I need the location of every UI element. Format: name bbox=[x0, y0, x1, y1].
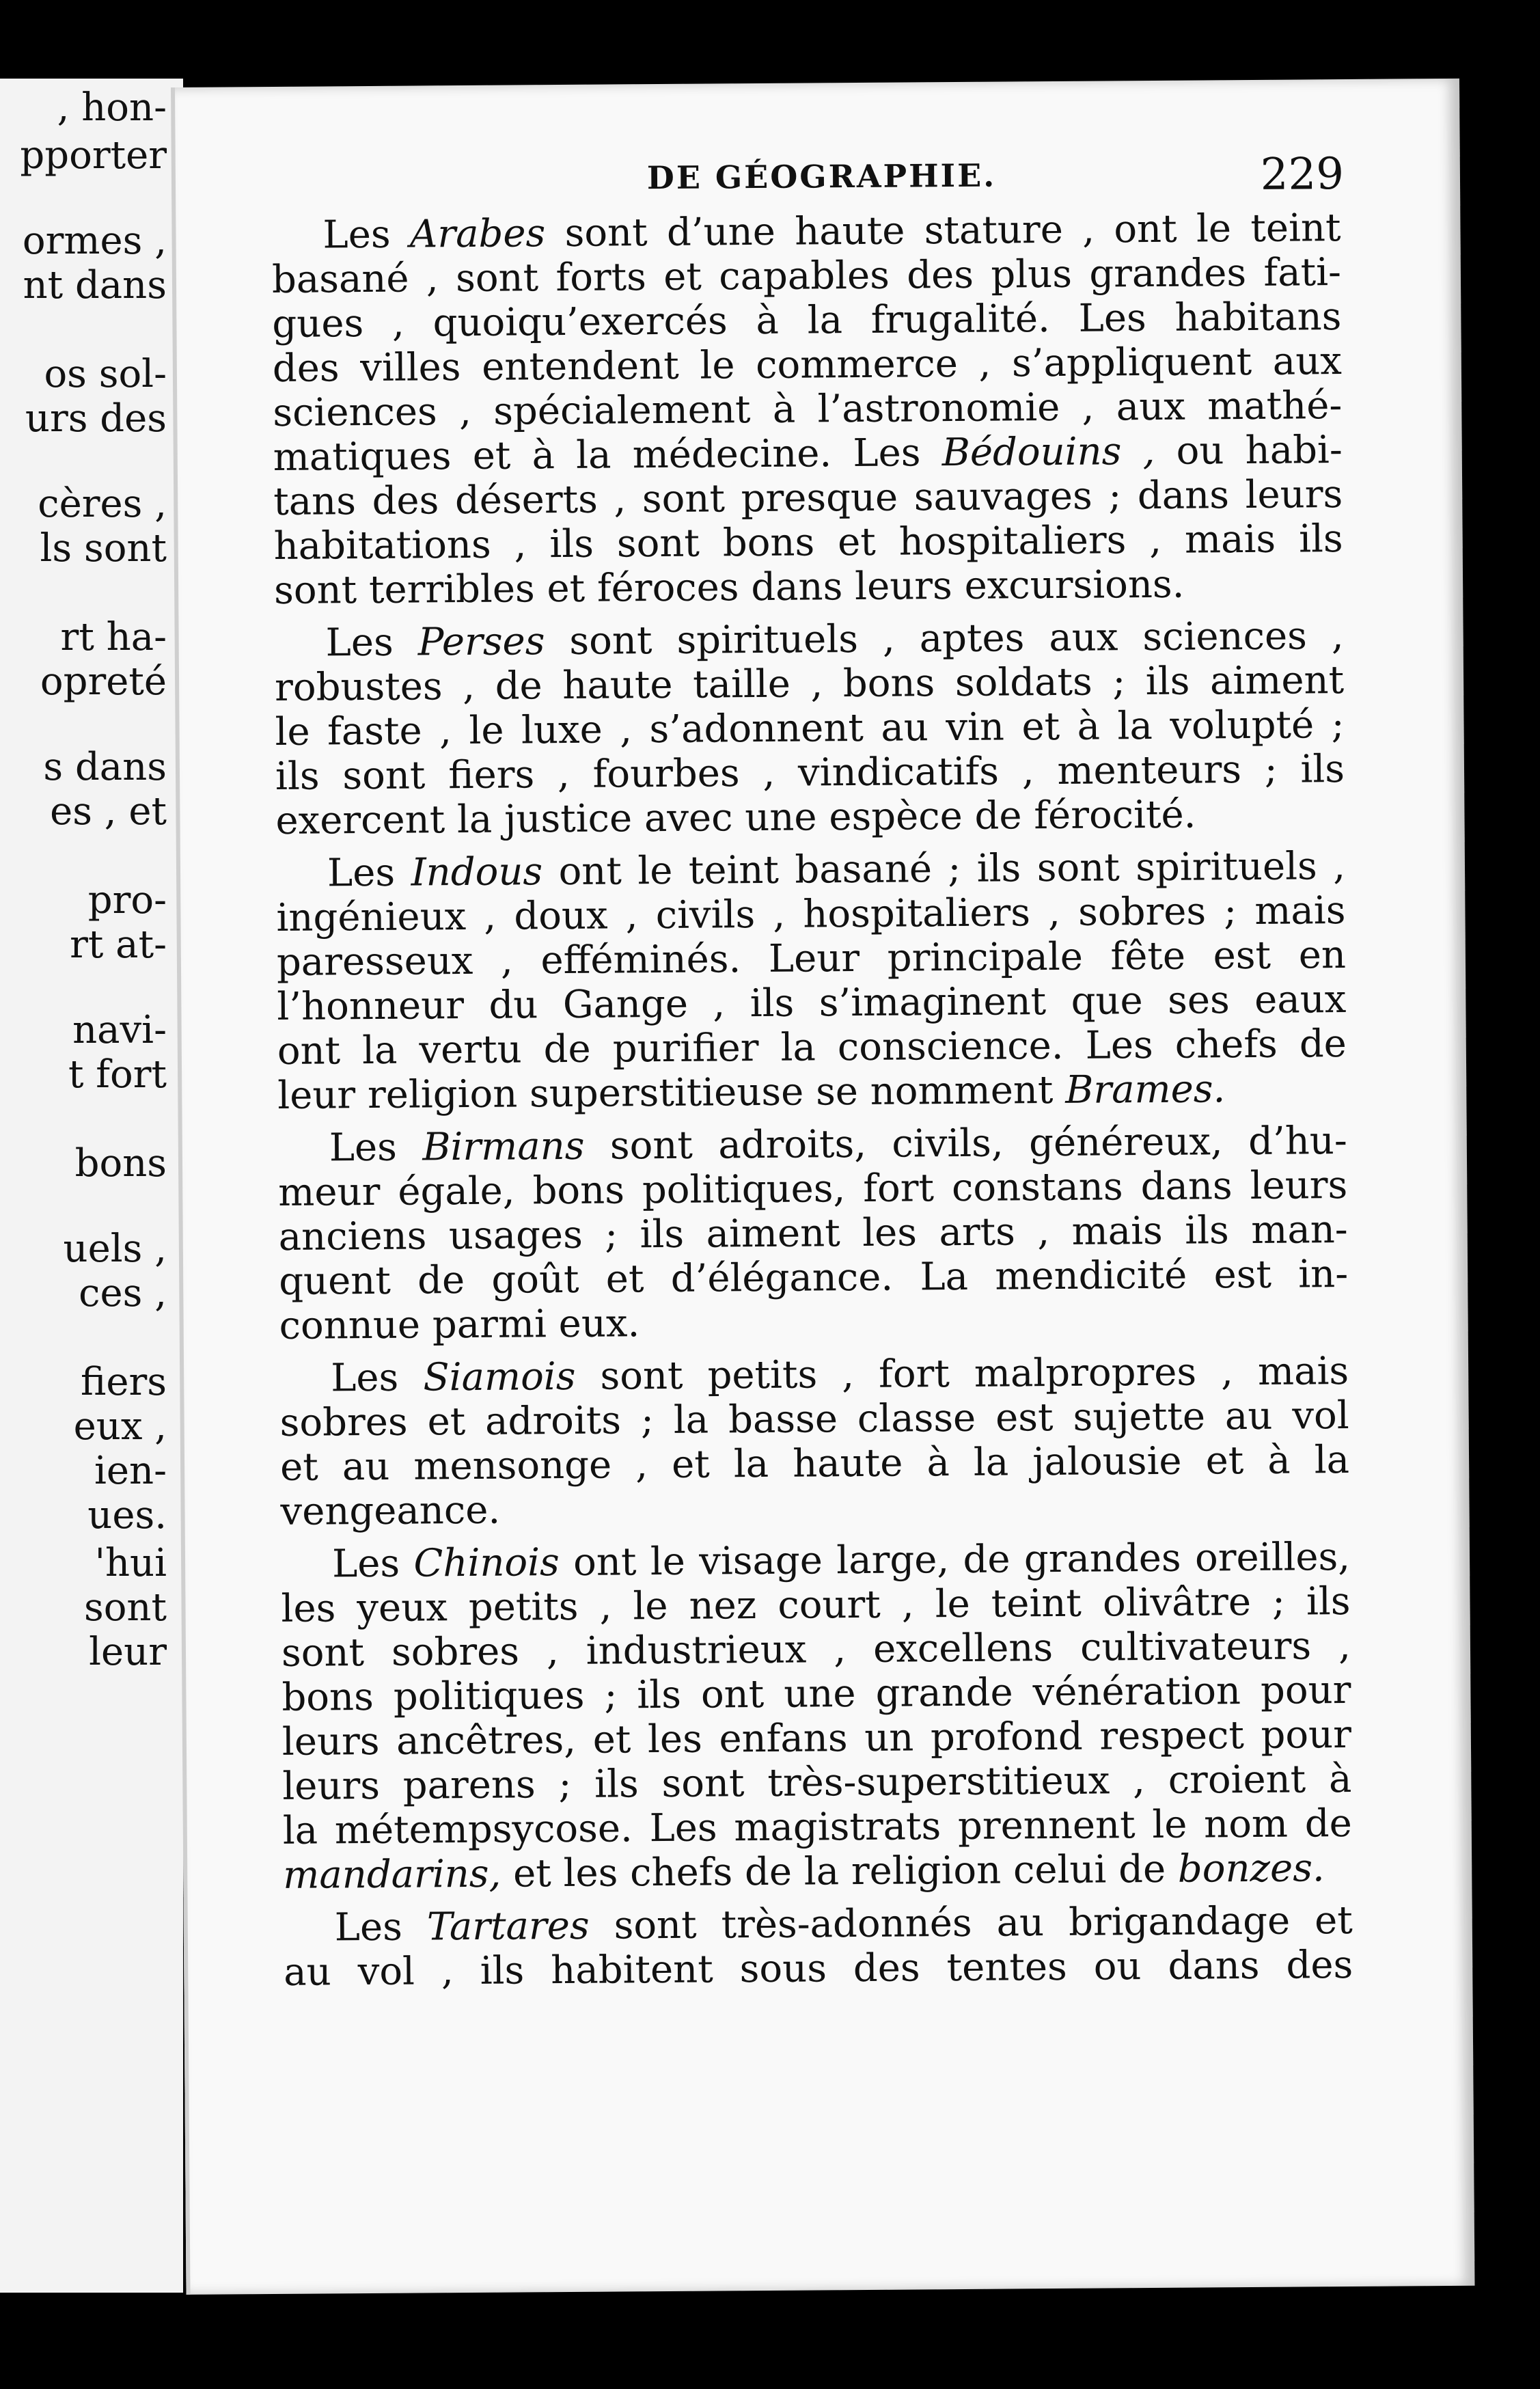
text-line bbox=[279, 1349, 1349, 1401]
book-page bbox=[171, 79, 1475, 2295]
text-line bbox=[284, 1943, 1353, 1995]
text-run: sont adroits, civils, généreux, d’hu- bbox=[584, 1119, 1348, 1169]
text-line bbox=[273, 339, 1342, 391]
text-line bbox=[281, 1579, 1350, 1631]
paragraph bbox=[271, 206, 1343, 613]
text-line bbox=[274, 561, 1343, 613]
paragraph bbox=[281, 1535, 1353, 1898]
text-run: tans des déserts , sont presque sauvages ; dans leurs bbox=[273, 472, 1343, 524]
text-line bbox=[275, 658, 1344, 710]
left-page-line-fragment: nt dans bbox=[23, 263, 167, 308]
left-page-line-fragment: es , et bbox=[50, 789, 167, 834]
text-run: et au mensonge , et la haute à la jalousie et à la bbox=[279, 1438, 1350, 1490]
left-page-line-fragment: navi- bbox=[72, 1008, 167, 1052]
text-run: Les bbox=[330, 1355, 424, 1401]
text-line bbox=[281, 1668, 1351, 1720]
left-page-line-fragment: urs des bbox=[25, 396, 167, 441]
italic-term: Arabes bbox=[409, 211, 546, 257]
italic-term: mandarins, bbox=[283, 1851, 501, 1898]
text-run: Les bbox=[331, 1541, 414, 1587]
running-title: DE GÉOGRAPHIE. bbox=[646, 156, 997, 197]
text-line bbox=[277, 933, 1346, 985]
text-run: Les bbox=[334, 1905, 428, 1950]
text-run: sont sobres , industrieux , excellens cultivateurs , bbox=[281, 1624, 1351, 1676]
left-page-line-fragment: ien- bbox=[94, 1449, 167, 1493]
left-page-line-fragment: ues. bbox=[87, 1493, 167, 1538]
text-line bbox=[284, 1898, 1353, 1950]
paragraph bbox=[278, 1119, 1349, 1348]
italic-term: Bédouins , bbox=[941, 428, 1155, 476]
left-page-line-fragment: cères , bbox=[38, 482, 167, 526]
text-run: ont le teint basané ; ils sont spirituels , bbox=[542, 844, 1346, 895]
left-page-line-fragment: ls sont bbox=[40, 526, 167, 571]
text-line bbox=[277, 977, 1346, 1029]
text-run: robustes , de haute taille , bons soldats ; ils aiment bbox=[274, 658, 1345, 710]
text-run: l’honneur du Gange , ils s’imaginent que ses eaux bbox=[277, 977, 1347, 1029]
text-line bbox=[279, 1207, 1348, 1259]
text-line bbox=[277, 1022, 1347, 1074]
text-line bbox=[279, 1393, 1349, 1445]
text-run: ont la vertu de purifier la conscience. Les chefs de bbox=[277, 1022, 1347, 1074]
text-line bbox=[273, 428, 1343, 480]
text-run: matiques et à la médecine. Les bbox=[273, 431, 942, 480]
text-run: Les bbox=[325, 620, 418, 666]
text-run: sont petits , fort malpropres , mais bbox=[575, 1349, 1349, 1399]
text-line bbox=[280, 1438, 1349, 1490]
text-run: ou habi- bbox=[1155, 428, 1343, 474]
text-run: sont spirituels , aptes aux sciences , bbox=[545, 614, 1344, 664]
text-run: Les bbox=[322, 212, 411, 258]
text-run: leurs parens ; ils sont très-superstitieux , croient à bbox=[282, 1756, 1352, 1809]
text-line bbox=[283, 1846, 1352, 1898]
text-line bbox=[273, 383, 1342, 435]
left-page-line-fragment: t fort bbox=[68, 1052, 167, 1097]
italic-term: Perses bbox=[417, 619, 545, 665]
text-run: gues , quoiqu’exercés à la frugalité. Les habitans bbox=[272, 295, 1342, 346]
page-number: 229 bbox=[1260, 149, 1345, 200]
text-run: au vol , ils habitent sous des tentes ou dans des bbox=[284, 1942, 1353, 1995]
running-head bbox=[176, 149, 1460, 210]
text-line bbox=[274, 614, 1343, 666]
paragraph bbox=[274, 614, 1345, 843]
text-run: sont très-adonnés au brigandage et bbox=[589, 1898, 1353, 1948]
left-page-line-fragment: pro- bbox=[87, 878, 167, 923]
text-line bbox=[275, 747, 1345, 799]
left-page-line-fragment: leur bbox=[89, 1630, 167, 1674]
left-page-line-fragment: eux , bbox=[73, 1404, 167, 1449]
paragraph bbox=[276, 844, 1347, 1118]
italic-term: Tartares bbox=[426, 1903, 590, 1950]
text-run: meur égale, bons politiques, fort constans dans leurs bbox=[278, 1163, 1348, 1215]
text-line bbox=[279, 1252, 1348, 1304]
italic-term: Siamois bbox=[423, 1354, 576, 1400]
text-run: le faste , le luxe , s’adonnent au vin et à la volupté ; bbox=[275, 702, 1345, 754]
text-line bbox=[281, 1535, 1350, 1587]
text-line bbox=[280, 1482, 1349, 1534]
text-run: sont d’une haute stature , ont le teint bbox=[545, 206, 1341, 256]
text-run: vengeance. bbox=[280, 1488, 501, 1534]
left-page-line-fragment: os sol- bbox=[44, 352, 167, 396]
text-run: ils sont fiers , fourbes , vindicatifs , menteurs ; ils bbox=[275, 747, 1345, 799]
text-line bbox=[283, 1801, 1352, 1853]
italic-term: bonzes. bbox=[1177, 1846, 1325, 1892]
text-line bbox=[279, 1296, 1348, 1348]
text-line bbox=[273, 472, 1343, 524]
text-run: sont terribles et féroces dans leurs excursions. bbox=[273, 562, 1185, 613]
text-run: bons politiques ; ils ont une grande vénération pour bbox=[281, 1667, 1351, 1720]
text-run: sciences , spécialement à l’astronomie , aux mathé- bbox=[273, 383, 1343, 435]
text-run: paresseux , efféminés. Leur principale fête est en bbox=[276, 933, 1347, 985]
text-run: basané , sont forts et capables des plus grandes fati- bbox=[271, 250, 1342, 302]
text-run: ingénieux , doux , civils , hospitaliers , sobres ; mais bbox=[276, 888, 1346, 940]
text-run: leurs ancêtres, et les enfans un profond respect pour bbox=[281, 1712, 1352, 1764]
left-page-line-fragment: rt ha- bbox=[60, 615, 167, 659]
left-page-line-fragment: bons bbox=[74, 1141, 167, 1186]
text-run: Les bbox=[329, 1125, 423, 1171]
left-page-line-fragment: fiers bbox=[81, 1360, 167, 1404]
text-line bbox=[278, 1119, 1347, 1171]
text-line bbox=[276, 844, 1345, 896]
text-line bbox=[275, 702, 1344, 754]
left-page-line-fragment: s dans bbox=[43, 745, 167, 789]
italic-term: Chinois bbox=[413, 1540, 560, 1586]
text-line bbox=[282, 1757, 1351, 1809]
text-line bbox=[276, 888, 1345, 940]
body-text bbox=[271, 206, 1353, 1995]
italic-term: Brames. bbox=[1065, 1067, 1226, 1112]
text-line bbox=[275, 791, 1345, 843]
text-run: sobres et adroits ; la basse classe est sujette au vol bbox=[279, 1393, 1349, 1445]
italic-term: Birmans bbox=[422, 1123, 585, 1170]
text-run: connue parmi eux. bbox=[279, 1301, 640, 1348]
left-page-line-fragment: uels , bbox=[63, 1227, 167, 1271]
text-line bbox=[272, 295, 1341, 346]
text-line bbox=[277, 1066, 1347, 1118]
italic-term: Indous bbox=[411, 849, 543, 895]
text-run: quent de goût et d’élégance. La mendicité est in- bbox=[278, 1252, 1349, 1304]
text-line bbox=[282, 1712, 1351, 1764]
text-run: exercent la justice avec une espèce de férocité. bbox=[275, 792, 1196, 843]
text-run: la métempsycose. Les magistrats prennent le nom de bbox=[282, 1801, 1353, 1853]
text-run: anciens usages ; ils aiment les arts , mais ils man- bbox=[278, 1207, 1348, 1259]
left-page-line-fragment: ormes , bbox=[22, 219, 167, 263]
text-run: habitations , ils sont bons et hospitaliers , mais ils bbox=[273, 517, 1343, 569]
text-line bbox=[281, 1624, 1351, 1676]
paragraph bbox=[279, 1349, 1350, 1534]
text-run: Les bbox=[327, 850, 411, 896]
left-page-line-fragment: , hon- bbox=[57, 85, 167, 130]
text-run: ont le visage large, de grandes oreilles, bbox=[559, 1535, 1351, 1585]
left-page-line-fragment: pporter bbox=[20, 133, 167, 178]
text-run: leur religion superstitieuse se nomment bbox=[277, 1067, 1066, 1118]
left-page-line-fragment: rt at- bbox=[70, 923, 167, 967]
paragraph bbox=[284, 1898, 1353, 1995]
left-page-line-fragment: 'hui bbox=[94, 1541, 167, 1585]
left-facing-page-fragment bbox=[0, 79, 183, 2293]
text-line bbox=[273, 517, 1343, 569]
text-line bbox=[278, 1163, 1347, 1215]
text-run: les yeux petits , le nez court , le teint olivâtre ; ils bbox=[281, 1579, 1351, 1631]
text-run: des villes entendent le commerce , s’appliquent aux bbox=[272, 339, 1343, 391]
text-line bbox=[271, 206, 1340, 258]
text-run: et les chefs de la religion celui de bbox=[501, 1846, 1179, 1896]
text-line bbox=[272, 250, 1341, 302]
left-page-line-fragment: opreté bbox=[40, 659, 167, 704]
left-page-line-fragment: sont bbox=[83, 1585, 167, 1630]
left-page-line-fragment: ces , bbox=[79, 1271, 167, 1315]
